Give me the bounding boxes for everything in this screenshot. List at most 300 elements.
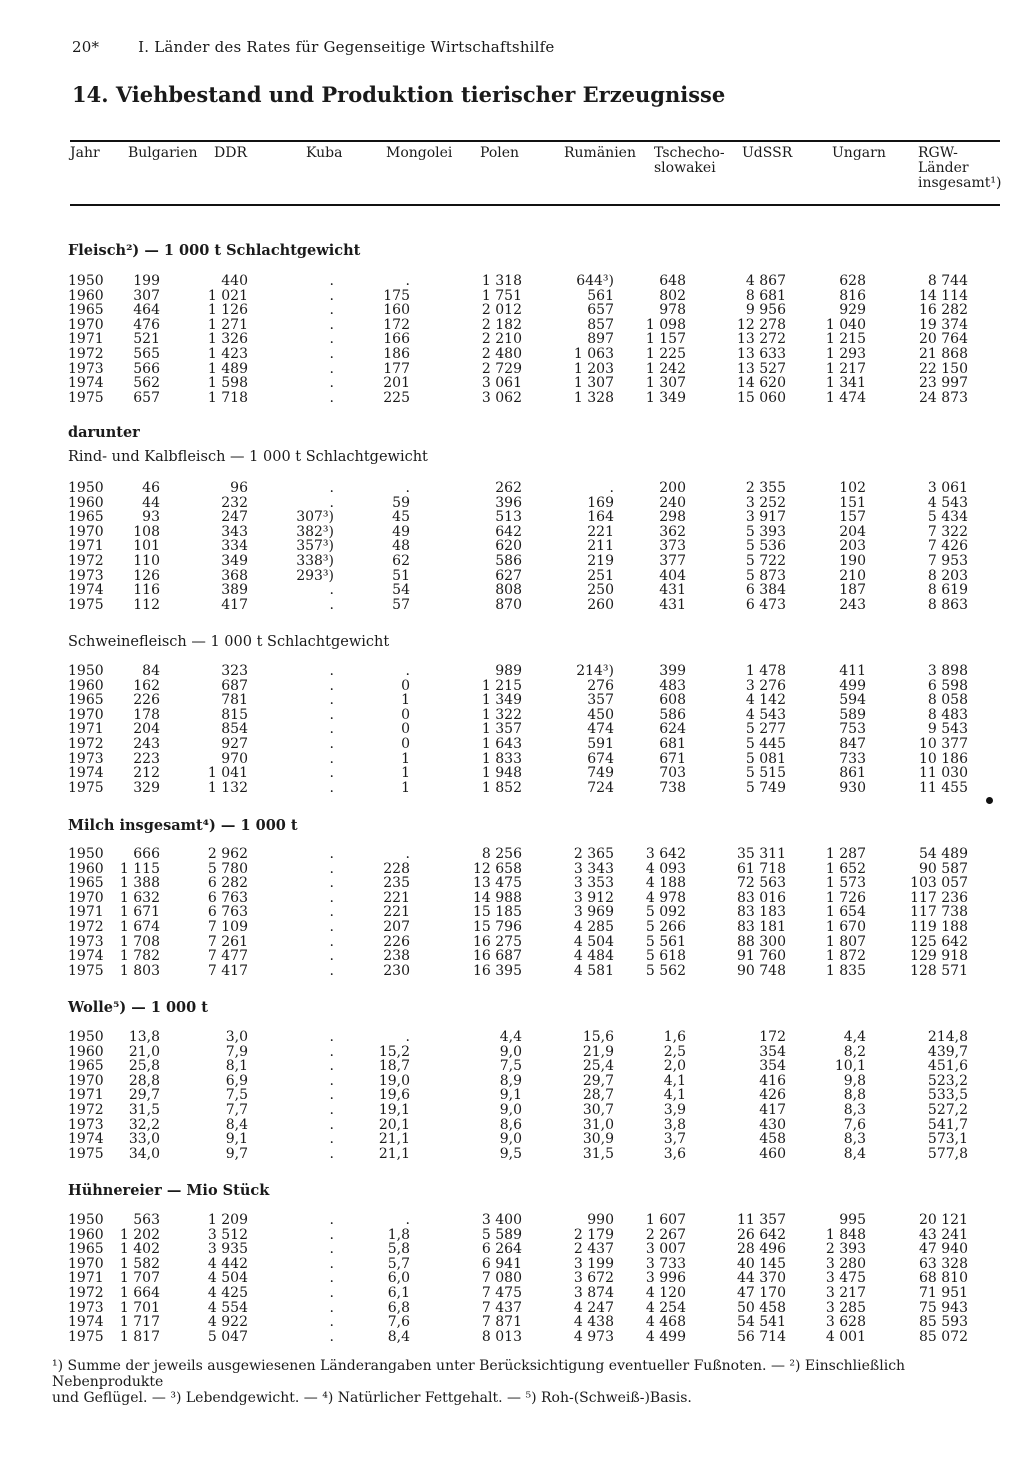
cell-mongolei: 62 bbox=[392, 553, 410, 569]
cell-tschechoslowakei: 608 bbox=[659, 692, 686, 709]
cell-bulgarien: 1 803 bbox=[119, 962, 160, 979]
cell-year: 1975 bbox=[68, 962, 104, 979]
table-row bbox=[0, 318, 1024, 333]
cell-mongolei: . bbox=[405, 273, 410, 289]
cell-rgw: 71 951 bbox=[919, 1285, 968, 1301]
cell-udssr: 5 081 bbox=[745, 750, 786, 767]
table-row bbox=[0, 525, 1024, 540]
running-header bbox=[72, 38, 555, 56]
cell-kuba: . bbox=[329, 346, 334, 362]
cell-udssr: 3 917 bbox=[745, 509, 786, 526]
table-row bbox=[0, 1045, 1024, 1060]
cell-mongolei: 49 bbox=[392, 523, 410, 540]
cell-year: 1950 bbox=[68, 273, 104, 289]
cell-tschechoslowakei: 3 007 bbox=[645, 1241, 686, 1258]
footnotes bbox=[52, 1358, 992, 1406]
cell-mongolei: 20,1 bbox=[378, 1116, 410, 1133]
cell-bulgarien: 1 671 bbox=[119, 904, 160, 921]
cell-year: 1965 bbox=[68, 875, 104, 892]
cell-ddr: 687 bbox=[221, 677, 248, 694]
cell-rumaenien: 4 285 bbox=[573, 919, 614, 935]
cell-tschechoslowakei: 1 225 bbox=[645, 346, 686, 362]
cell-ungarn: 753 bbox=[839, 721, 866, 738]
cell-tschechoslowakei: 4,1 bbox=[663, 1072, 686, 1089]
cell-kuba: . bbox=[329, 750, 334, 767]
cell-tschechoslowakei: 3 733 bbox=[645, 1255, 686, 1272]
section-title-wolle: Wolle⁵) — 1 000 t bbox=[68, 999, 208, 1016]
cell-ddr: 4 425 bbox=[207, 1285, 248, 1301]
cell-rumaenien: 1 063 bbox=[573, 346, 614, 362]
cell-rumaenien: 211 bbox=[587, 538, 614, 555]
table-row bbox=[0, 737, 1024, 752]
cell-ungarn: 8,2 bbox=[843, 1043, 866, 1060]
cell-kuba: . bbox=[329, 1270, 334, 1287]
cell-rgw: 23 997 bbox=[919, 375, 968, 392]
cell-ungarn: 929 bbox=[839, 302, 866, 319]
cell-bulgarien: 476 bbox=[133, 316, 160, 333]
cell-polen: 1 349 bbox=[481, 692, 522, 709]
cell-ddr: 7,7 bbox=[225, 1102, 248, 1118]
cell-polen: 14 988 bbox=[473, 889, 522, 906]
cell-ddr: 2 962 bbox=[207, 846, 248, 862]
cell-ddr: 4 442 bbox=[207, 1255, 248, 1272]
cell-ddr: 970 bbox=[221, 750, 248, 767]
cell-ungarn: 1 217 bbox=[825, 360, 866, 377]
cell-year: 1974 bbox=[68, 765, 104, 782]
cell-udssr: 9 956 bbox=[745, 302, 786, 319]
cell-udssr: 12 278 bbox=[737, 316, 786, 333]
cell-polen: 396 bbox=[495, 494, 522, 511]
cell-tschechoslowakei: 4 093 bbox=[645, 860, 686, 877]
section-title-milch: Milch insgesamt⁴) — 1 000 t bbox=[68, 817, 298, 834]
cell-rumaenien: 4 973 bbox=[573, 1328, 614, 1345]
cell-year: 1975 bbox=[68, 779, 104, 796]
cell-tschechoslowakei: 373 bbox=[659, 538, 686, 555]
cell-polen: 1 852 bbox=[481, 779, 522, 796]
cell-polen: 7 437 bbox=[481, 1299, 522, 1316]
cell-bulgarien: 566 bbox=[133, 360, 160, 377]
cell-mongolei: 175 bbox=[383, 287, 410, 304]
cell-year: 1975 bbox=[68, 389, 104, 406]
cell-rumaenien: 260 bbox=[587, 596, 614, 613]
col-header-polen: Polen bbox=[480, 145, 520, 161]
table-row bbox=[0, 1030, 1024, 1045]
cell-udssr: 13 272 bbox=[737, 331, 786, 348]
cell-mongolei: 0 bbox=[401, 706, 410, 723]
cell-rumaenien: 28,7 bbox=[582, 1087, 614, 1104]
table-row bbox=[0, 481, 1024, 496]
cell-rumaenien: 4 247 bbox=[573, 1299, 614, 1316]
cell-rgw: 3 061 bbox=[927, 480, 968, 496]
cell-year: 1960 bbox=[68, 1043, 104, 1060]
cell-ddr: 343 bbox=[221, 523, 248, 540]
cell-kuba: . bbox=[329, 663, 334, 679]
cell-rgw: 21 868 bbox=[919, 346, 968, 362]
cell-mongolei: 207 bbox=[383, 919, 410, 935]
cell-udssr: 1 478 bbox=[745, 663, 786, 679]
cell-ddr: 440 bbox=[221, 273, 248, 289]
cell-mongolei: 221 bbox=[383, 904, 410, 921]
cell-ungarn: 7,6 bbox=[843, 1116, 866, 1133]
cell-year: 1974 bbox=[68, 1131, 104, 1148]
cell-ddr: 1 423 bbox=[207, 346, 248, 362]
cell-year: 1970 bbox=[68, 316, 104, 333]
cell-mongolei: 15,2 bbox=[378, 1043, 410, 1060]
cell-tschechoslowakei: 3 642 bbox=[645, 846, 686, 862]
cell-polen: 7 475 bbox=[481, 1285, 522, 1301]
cell-bulgarien: 1 582 bbox=[119, 1255, 160, 1272]
table-row bbox=[0, 1315, 1024, 1330]
cell-ddr: 4 922 bbox=[207, 1314, 248, 1331]
cell-year: 1960 bbox=[68, 677, 104, 694]
cell-kuba: . bbox=[329, 389, 334, 406]
cell-ddr: 6,9 bbox=[225, 1072, 248, 1089]
cell-ungarn: 1 573 bbox=[825, 875, 866, 892]
cell-mongolei: 6,1 bbox=[387, 1285, 410, 1301]
cell-udssr: 5 445 bbox=[745, 736, 786, 752]
cell-rumaenien: . bbox=[609, 480, 614, 496]
cell-udssr: 354 bbox=[759, 1043, 786, 1060]
cell-tschechoslowakei: 5 092 bbox=[645, 904, 686, 921]
cell-mongolei: 8,4 bbox=[387, 1328, 410, 1345]
cell-rgw: 90 587 bbox=[919, 860, 968, 877]
cell-ungarn: 594 bbox=[839, 692, 866, 709]
cell-udssr: 44 370 bbox=[737, 1270, 786, 1287]
cell-ungarn: 1 848 bbox=[825, 1226, 866, 1243]
cell-rumaenien: 749 bbox=[587, 765, 614, 782]
cell-udssr: 13 633 bbox=[737, 346, 786, 362]
cell-rumaenien: 164 bbox=[587, 509, 614, 526]
col-header-tschechoslowakei: Tschecho- slowakei bbox=[654, 145, 725, 176]
cell-rumaenien: 4 484 bbox=[573, 948, 614, 965]
table-row bbox=[0, 1059, 1024, 1074]
cell-bulgarien: 223 bbox=[133, 750, 160, 767]
cell-mongolei: 59 bbox=[392, 494, 410, 511]
cell-kuba: . bbox=[329, 904, 334, 921]
cell-ddr: 1 271 bbox=[207, 316, 248, 333]
cell-ddr: 1 209 bbox=[207, 1212, 248, 1228]
cell-polen: 16 687 bbox=[473, 948, 522, 965]
cell-ungarn: 411 bbox=[839, 663, 866, 679]
cell-tschechoslowakei: 3,9 bbox=[663, 1102, 686, 1118]
cell-udssr: 4 543 bbox=[745, 706, 786, 723]
cell-udssr: 15 060 bbox=[737, 389, 786, 406]
cell-bulgarien: 13,8 bbox=[128, 1029, 160, 1045]
cell-rumaenien: 897 bbox=[587, 331, 614, 348]
cell-tschechoslowakei: 2 267 bbox=[645, 1226, 686, 1243]
section-title-schwein: Schweinefleisch — 1 000 t Schlachtgewicht bbox=[68, 634, 390, 650]
cell-ddr: 1 132 bbox=[207, 779, 248, 796]
cell-udssr: 35 311 bbox=[737, 846, 786, 862]
cell-year: 1974 bbox=[68, 375, 104, 392]
table-row bbox=[0, 766, 1024, 781]
cell-ddr: 334 bbox=[221, 538, 248, 555]
cell-ddr: 389 bbox=[221, 582, 248, 599]
table-row bbox=[0, 905, 1024, 920]
cell-mongolei: 238 bbox=[383, 948, 410, 965]
table-row bbox=[0, 332, 1024, 347]
cell-year: 1974 bbox=[68, 948, 104, 965]
cell-ddr: 8,1 bbox=[225, 1058, 248, 1075]
cell-year: 1971 bbox=[68, 538, 104, 555]
cell-bulgarien: 1 701 bbox=[119, 1299, 160, 1316]
cell-polen: 262 bbox=[495, 480, 522, 496]
cell-ddr: 3 512 bbox=[207, 1226, 248, 1243]
cell-rumaenien: 276 bbox=[587, 677, 614, 694]
cell-mongolei: 1 bbox=[401, 750, 410, 767]
cell-rumaenien: 2 365 bbox=[573, 846, 614, 862]
cell-rgw: 8 863 bbox=[927, 596, 968, 613]
cell-polen: 870 bbox=[495, 596, 522, 613]
cell-tschechoslowakei: 802 bbox=[659, 287, 686, 304]
cell-year: 1950 bbox=[68, 1029, 104, 1045]
cell-rgw: 19 374 bbox=[919, 316, 968, 333]
cell-kuba: . bbox=[329, 721, 334, 738]
cell-year: 1972 bbox=[68, 346, 104, 362]
cell-year: 1965 bbox=[68, 1241, 104, 1258]
col-header-bulgarien: Bulgarien bbox=[128, 145, 198, 161]
cell-ungarn: 3 628 bbox=[825, 1314, 866, 1331]
cell-udssr: 4 867 bbox=[745, 273, 786, 289]
cell-udssr: 61 718 bbox=[737, 860, 786, 877]
cell-year: 1975 bbox=[68, 1328, 104, 1345]
cell-tschechoslowakei: 4 978 bbox=[645, 889, 686, 906]
cell-kuba: . bbox=[329, 765, 334, 782]
cell-mongolei: 226 bbox=[383, 933, 410, 950]
cell-udssr: 28 496 bbox=[737, 1241, 786, 1258]
cell-year: 1973 bbox=[68, 360, 104, 377]
table-row bbox=[0, 1301, 1024, 1316]
cell-bulgarien: 1 388 bbox=[119, 875, 160, 892]
cell-tschechoslowakei: 3,7 bbox=[663, 1131, 686, 1148]
col-header-mongolei: Mongolei bbox=[386, 145, 453, 161]
cell-year: 1950 bbox=[68, 1212, 104, 1228]
cell-mongolei: 0 bbox=[401, 736, 410, 752]
cell-bulgarien: 44 bbox=[142, 494, 160, 511]
col-header-udssr: UdSSR bbox=[742, 145, 793, 161]
cell-ddr: 1 718 bbox=[207, 389, 248, 406]
cell-udssr: 83 181 bbox=[737, 919, 786, 935]
cell-polen: 9,0 bbox=[499, 1131, 522, 1148]
table-row bbox=[0, 303, 1024, 318]
cell-kuba: . bbox=[329, 779, 334, 796]
cell-mongolei: 5,7 bbox=[387, 1255, 410, 1272]
cell-rgw: 7 953 bbox=[927, 553, 968, 569]
cell-polen: 6 264 bbox=[481, 1241, 522, 1258]
cell-year: 1960 bbox=[68, 287, 104, 304]
cell-polen: 1 948 bbox=[481, 765, 522, 782]
cell-rgw: 8 483 bbox=[927, 706, 968, 723]
cell-bulgarien: 110 bbox=[133, 553, 160, 569]
cell-ungarn: 8,4 bbox=[843, 1145, 866, 1162]
cell-mongolei: 1 bbox=[401, 692, 410, 709]
cell-tschechoslowakei: 377 bbox=[659, 553, 686, 569]
cell-ungarn: 157 bbox=[839, 509, 866, 526]
table-row bbox=[0, 920, 1024, 935]
cell-rgw: 7 322 bbox=[927, 523, 968, 540]
cell-bulgarien: 25,8 bbox=[128, 1058, 160, 1075]
cell-year: 1960 bbox=[68, 1226, 104, 1243]
cell-rumaenien: 30,7 bbox=[582, 1102, 614, 1118]
cell-rumaenien: 4 438 bbox=[573, 1314, 614, 1331]
cell-udssr: 11 357 bbox=[737, 1212, 786, 1228]
cell-kuba: . bbox=[329, 962, 334, 979]
col-header-ddr: DDR bbox=[214, 145, 247, 161]
table-row bbox=[0, 876, 1024, 891]
table-row bbox=[0, 693, 1024, 708]
cell-rgw: 125 642 bbox=[910, 933, 968, 950]
cell-rgw: 20 121 bbox=[919, 1212, 968, 1228]
cell-polen: 4,4 bbox=[499, 1029, 522, 1045]
cell-tschechoslowakei: 1 157 bbox=[645, 331, 686, 348]
cell-tschechoslowakei: 5 618 bbox=[645, 948, 686, 965]
cell-rgw: 85 072 bbox=[919, 1328, 968, 1345]
cell-kuba: . bbox=[329, 1116, 334, 1133]
table-row bbox=[0, 664, 1024, 679]
cell-bulgarien: 1 202 bbox=[119, 1226, 160, 1243]
cell-rgw: 577,8 bbox=[927, 1145, 968, 1162]
cell-rgw: 451,6 bbox=[927, 1058, 968, 1075]
cell-tschechoslowakei: 404 bbox=[659, 567, 686, 584]
cell-year: 1960 bbox=[68, 860, 104, 877]
table-row bbox=[0, 722, 1024, 737]
cell-ungarn: 995 bbox=[839, 1212, 866, 1228]
cell-kuba: . bbox=[329, 919, 334, 935]
cell-rumaenien: 219 bbox=[587, 553, 614, 569]
table-row bbox=[0, 598, 1024, 613]
cell-bulgarien: 226 bbox=[133, 692, 160, 709]
cell-bulgarien: 563 bbox=[133, 1212, 160, 1228]
cell-ddr: 6 763 bbox=[207, 889, 248, 906]
cell-ddr: 247 bbox=[221, 509, 248, 526]
cell-tschechoslowakei: 1 607 bbox=[645, 1212, 686, 1228]
cell-mongolei: 19,1 bbox=[378, 1102, 410, 1118]
cell-ddr: 854 bbox=[221, 721, 248, 738]
cell-rumaenien: 251 bbox=[587, 567, 614, 584]
cell-kuba: . bbox=[329, 287, 334, 304]
cell-year: 1971 bbox=[68, 331, 104, 348]
table-row bbox=[0, 1228, 1024, 1243]
cell-bulgarien: 1 402 bbox=[119, 1241, 160, 1258]
cell-polen: 8,6 bbox=[499, 1116, 522, 1133]
cell-rumaenien: 2 437 bbox=[573, 1241, 614, 1258]
cell-rgw: 22 150 bbox=[919, 360, 968, 377]
cell-ddr: 7 261 bbox=[207, 933, 248, 950]
cell-polen: 13 475 bbox=[473, 875, 522, 892]
cell-kuba: 293³) bbox=[296, 567, 334, 584]
cell-rgw: 16 282 bbox=[919, 302, 968, 319]
cell-year: 1965 bbox=[68, 1058, 104, 1075]
cell-bulgarien: 116 bbox=[133, 582, 160, 599]
table-row bbox=[0, 1147, 1024, 1162]
cell-udssr: 354 bbox=[759, 1058, 786, 1075]
cell-ddr: 349 bbox=[221, 553, 248, 569]
cell-rumaenien: 1 307 bbox=[573, 375, 614, 392]
cell-tschechoslowakei: 362 bbox=[659, 523, 686, 540]
col-header-rgw: RGW- Länder insgesamt¹) bbox=[918, 145, 1002, 191]
cell-udssr: 3 252 bbox=[745, 494, 786, 511]
cell-udssr: 5 749 bbox=[745, 779, 786, 796]
cell-udssr: 54 541 bbox=[737, 1314, 786, 1331]
cell-ungarn: 3 285 bbox=[825, 1299, 866, 1316]
cell-tschechoslowakei: 240 bbox=[659, 494, 686, 511]
cell-udssr: 2 355 bbox=[745, 480, 786, 496]
col-header-year: Jahr bbox=[70, 145, 100, 161]
cell-mongolei: 21,1 bbox=[378, 1145, 410, 1162]
cell-rumaenien: 3 672 bbox=[573, 1270, 614, 1287]
cell-polen: 7 871 bbox=[481, 1314, 522, 1331]
margin-dot bbox=[986, 797, 993, 804]
cell-rumaenien: 450 bbox=[587, 706, 614, 723]
cell-bulgarien: 1 664 bbox=[119, 1285, 160, 1301]
cell-ungarn: 930 bbox=[839, 779, 866, 796]
cell-ungarn: 151 bbox=[839, 494, 866, 511]
cell-polen: 6 941 bbox=[481, 1255, 522, 1272]
cell-polen: 8 256 bbox=[481, 846, 522, 862]
cell-udssr: 72 563 bbox=[737, 875, 786, 892]
cell-ungarn: 1 872 bbox=[825, 948, 866, 965]
cell-udssr: 6 473 bbox=[745, 596, 786, 613]
cell-rumaenien: 4 581 bbox=[573, 962, 614, 979]
cell-year: 1965 bbox=[68, 302, 104, 319]
cell-polen: 15 185 bbox=[473, 904, 522, 921]
cell-mongolei: 1 bbox=[401, 765, 410, 782]
cell-rgw: 11 030 bbox=[919, 765, 968, 782]
cell-rumaenien: 21,9 bbox=[582, 1043, 614, 1060]
cell-rgw: 43 241 bbox=[919, 1226, 968, 1243]
cell-bulgarien: 307 bbox=[133, 287, 160, 304]
cell-polen: 7 080 bbox=[481, 1270, 522, 1287]
cell-mongolei: . bbox=[405, 1212, 410, 1228]
cell-ungarn: 243 bbox=[839, 596, 866, 613]
cell-udssr: 3 276 bbox=[745, 677, 786, 694]
cell-rumaenien: 2 179 bbox=[573, 1226, 614, 1243]
cell-udssr: 13 527 bbox=[737, 360, 786, 377]
cell-tschechoslowakei: 200 bbox=[659, 480, 686, 496]
cell-kuba: . bbox=[329, 1314, 334, 1331]
cell-ungarn: 1 215 bbox=[825, 331, 866, 348]
cell-tschechoslowakei: 1 349 bbox=[645, 389, 686, 406]
cell-rgw: 541,7 bbox=[927, 1116, 968, 1133]
cell-udssr: 426 bbox=[759, 1087, 786, 1104]
cell-kuba: . bbox=[329, 846, 334, 862]
cell-year: 1974 bbox=[68, 1314, 104, 1331]
cell-mongolei: 6,8 bbox=[387, 1299, 410, 1316]
cell-mongolei: 230 bbox=[383, 962, 410, 979]
cell-rumaenien: 657 bbox=[587, 302, 614, 319]
cell-tschechoslowakei: 703 bbox=[659, 765, 686, 782]
cell-rumaenien: 31,0 bbox=[582, 1116, 614, 1133]
table-row bbox=[0, 376, 1024, 391]
cell-tschechoslowakei: 2,0 bbox=[663, 1058, 686, 1075]
cell-polen: 3 062 bbox=[481, 389, 522, 406]
cell-year: 1971 bbox=[68, 1270, 104, 1287]
cell-mongolei: . bbox=[405, 846, 410, 862]
cell-rgw: 63 328 bbox=[919, 1255, 968, 1272]
cell-rumaenien: 3 874 bbox=[573, 1285, 614, 1301]
cell-year: 1970 bbox=[68, 1255, 104, 1272]
cell-mongolei: 19,6 bbox=[378, 1087, 410, 1104]
cell-kuba: . bbox=[329, 1255, 334, 1272]
cell-polen: 12 658 bbox=[473, 860, 522, 877]
cell-ungarn: 4,4 bbox=[843, 1029, 866, 1045]
cell-polen: 3 061 bbox=[481, 375, 522, 392]
section-title-rind: Rind- und Kalbfleisch — 1 000 t Schlachtgewicht bbox=[68, 449, 428, 465]
cell-polen: 586 bbox=[495, 553, 522, 569]
cell-year: 1971 bbox=[68, 721, 104, 738]
cell-rgw: 11 455 bbox=[919, 779, 968, 796]
cell-bulgarien: 112 bbox=[133, 596, 160, 613]
